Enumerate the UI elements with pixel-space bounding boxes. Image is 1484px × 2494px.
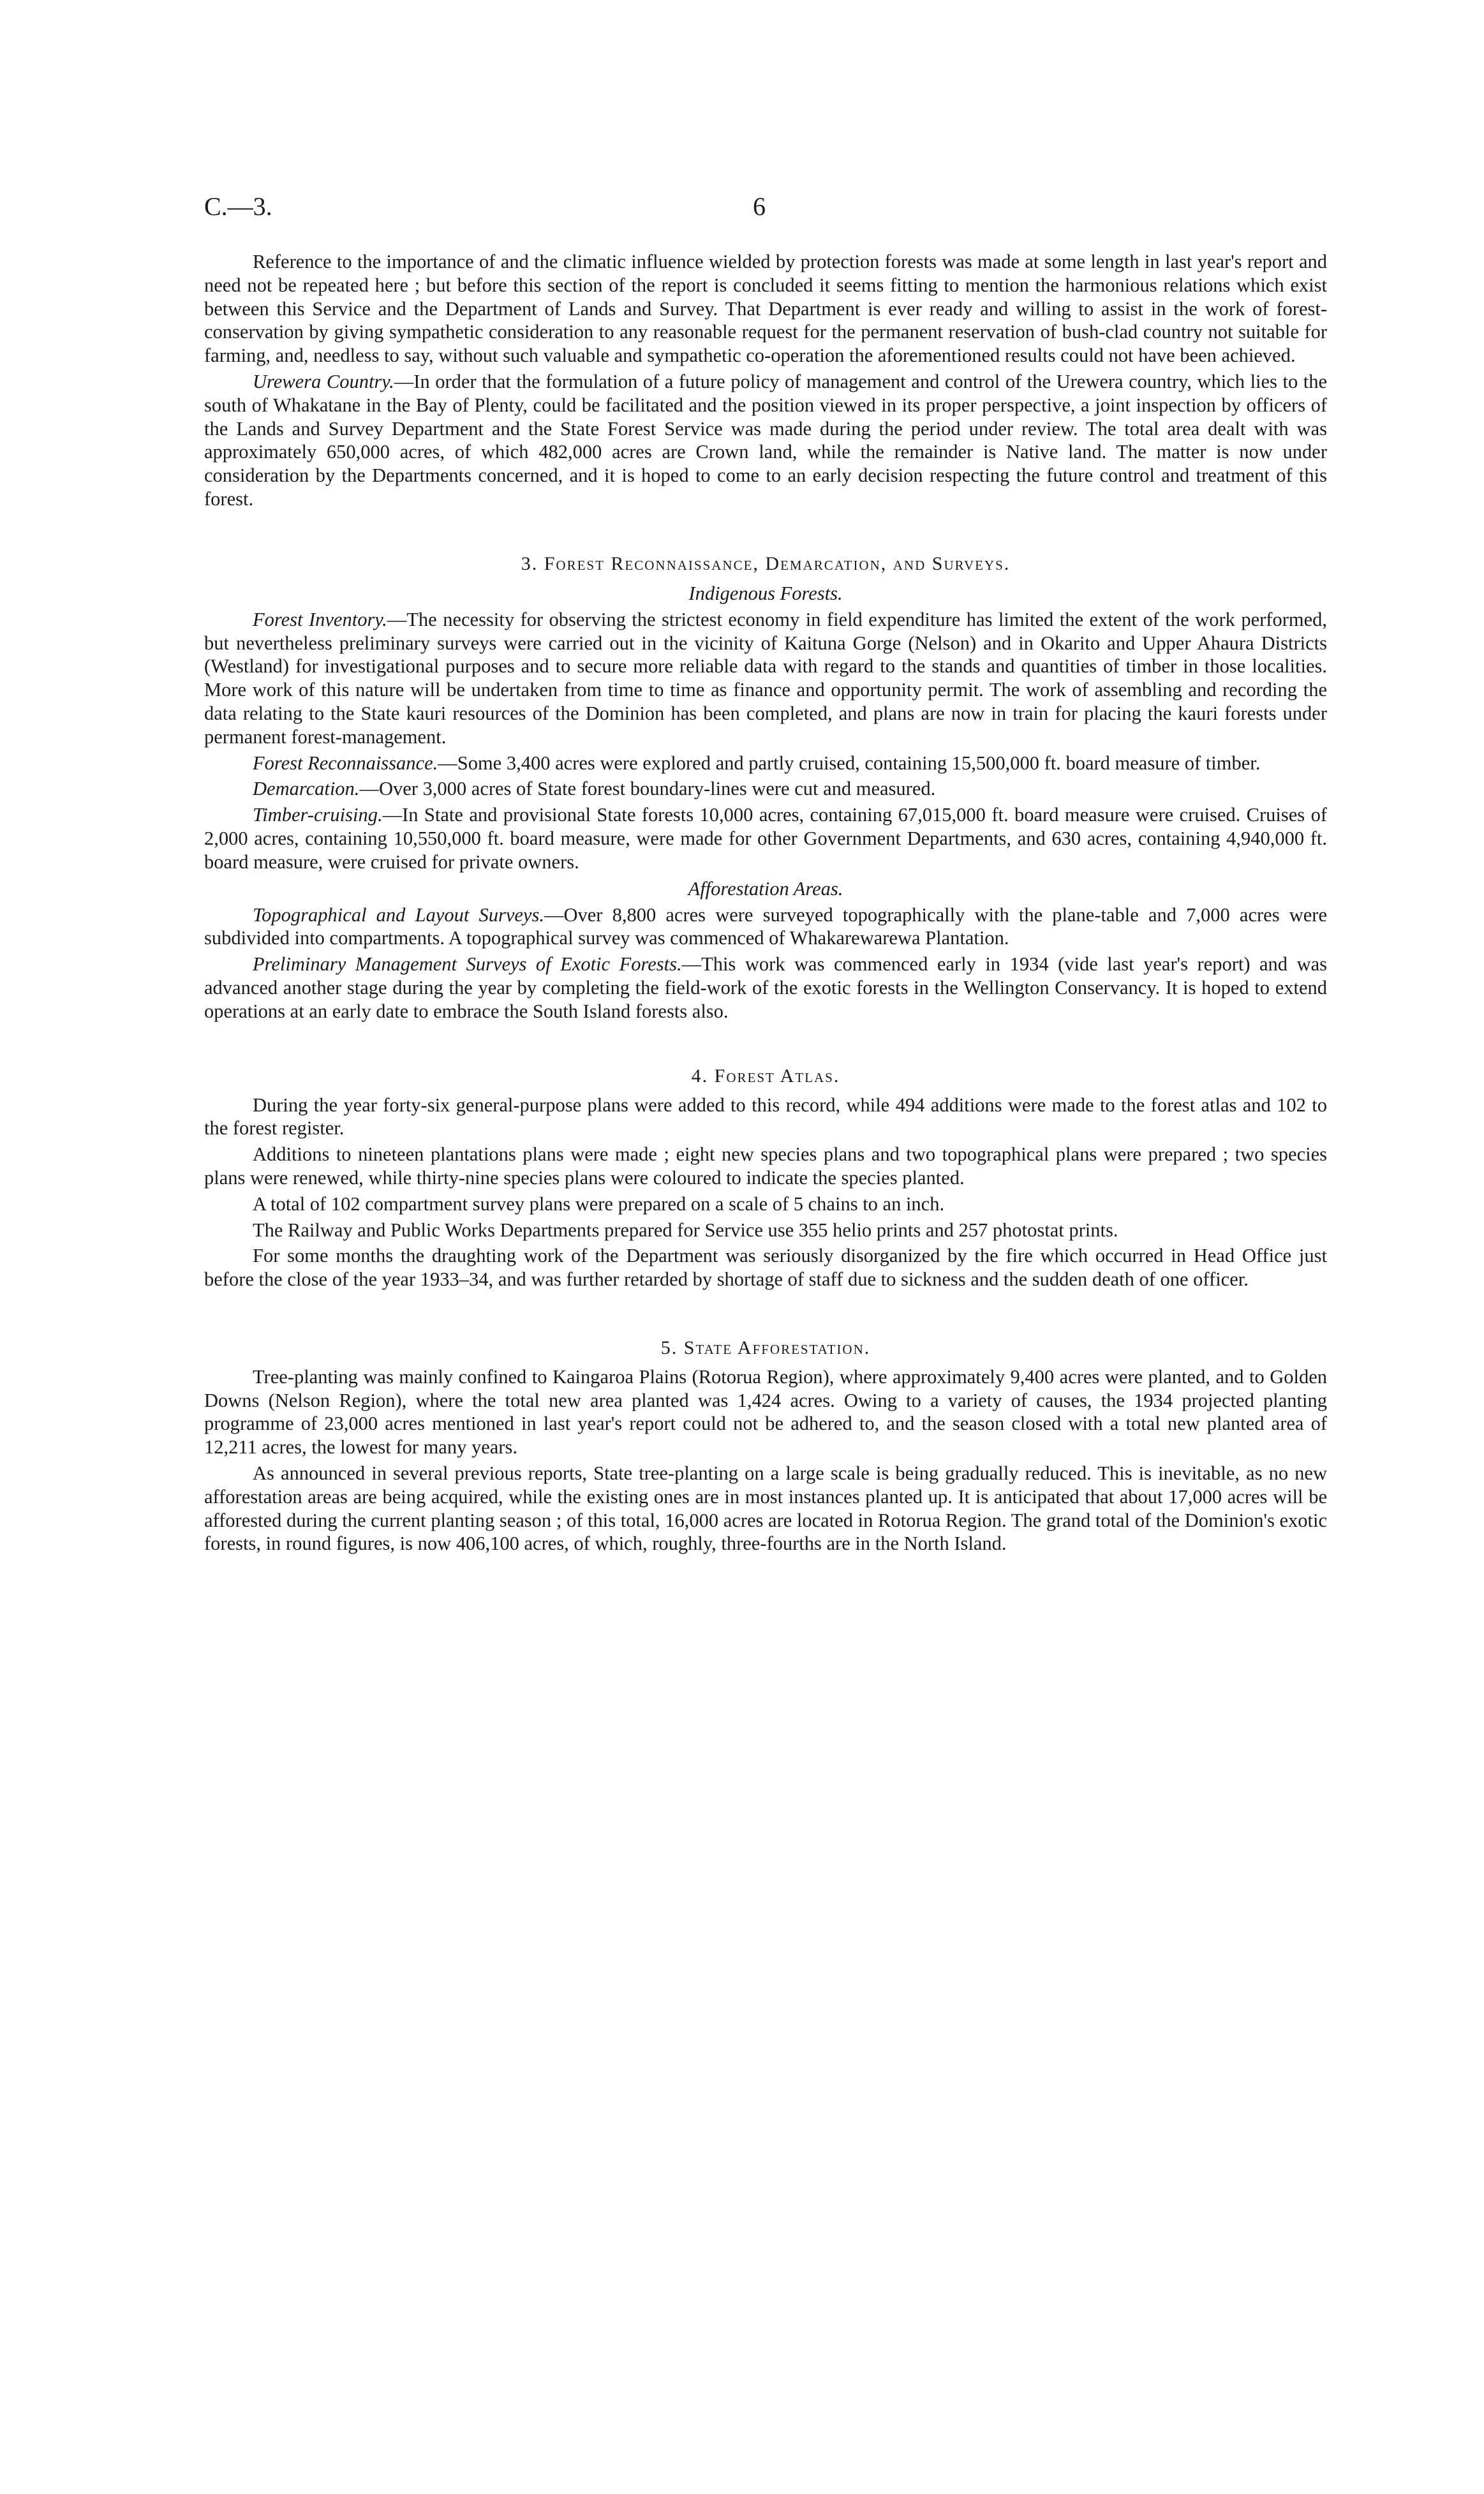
subheading-indigenous-forests: Indigenous Forests. — [688, 582, 843, 604]
paragraph-lead: Forest Reconnaissance. — [253, 752, 438, 774]
document-reference: C.—3. — [204, 192, 272, 221]
paragraph-text: —Some 3,400 acres were explored and partly cruised, containing 15,500,000 ft. board measure of timber. — [438, 752, 1261, 774]
intro-section — [204, 250, 1327, 511]
page-number: 6 — [753, 192, 766, 221]
paragraph-management-surveys — [204, 953, 1327, 1023]
subheading-afforestation-areas: Afforestation Areas. — [688, 877, 843, 900]
paragraph-text: —The necessity for observing the strictest economy in field expenditure has limited the extent of the work performed, but nevertheless preliminary surveys were carried out in the vicinity of Kaituna Gorge (Nelson) and in Okarito and Upper Ahaura Districts (Westland) for investigational purposes and to secure more reliable data with regard to the stands and quantities of timber in those localities. More work of this nature will be undertaken from time to time as finance and opportunity permit. The work of assembling and recording the data relating to the State kauri resources of the Dominion has been completed, and plans are now in train for placing the kauri forests under permanent forest-management. — [204, 608, 1327, 748]
section-heading: 5. State Afforestation. — [660, 1337, 871, 1358]
paragraph-text: —This work was commenced early in 1934 (vide last year's report) and was advanced another stage during the year by completing the field-work of the exotic forests in the Wellington Conservancy. It is hoped to extend operations at an early date to embrace the South Island forests also. — [204, 953, 1328, 1022]
paragraph-atlas-compartments: A total of 102 compartment survey plans were prepared on a scale of 5 chains to an inch. — [253, 1192, 945, 1215]
section-heading: 4. Forest Atlas. — [691, 1065, 840, 1087]
paragraph-text: —Over 3,000 acres of State forest boundary-lines were cut and measured. — [359, 778, 936, 800]
paragraph-timber-cruising — [204, 803, 1327, 873]
section-forest-atlas — [204, 1064, 1327, 1291]
paragraph-atlas-plans: During the year forty-six general-purpose plans were added to this record, while 494 additions were made to the forest atlas and 102 to the forest register. — [204, 1094, 1327, 1139]
document-page — [204, 191, 1327, 1558]
running-head — [204, 191, 1327, 230]
paragraph-atlas-prints: The Railway and Public Works Departments prepared for Service use 355 helio prints and 257 photostat prints. — [253, 1219, 1118, 1241]
paragraph-forest-reconnaissance — [204, 752, 1327, 775]
paragraph-atlas-fire: For some months the draughting work of the Department was seriously disorganized by the fire which occurred in Head Office just before the close of the year 1933–34, and was further retarded by shortage of staff due to sickness and the sudden death of one officer. — [204, 1245, 1327, 1291]
section-state-afforestation — [204, 1336, 1327, 1555]
paragraph-lead: Topographical and Layout Surveys. — [253, 903, 544, 926]
paragraph-urewera-country — [204, 370, 1327, 511]
section-forest-reconnaissance — [204, 552, 1327, 1023]
paragraph-lead: Timber-cruising. — [253, 804, 383, 826]
paragraph-lead: Urewera Country. — [253, 370, 394, 392]
paragraph-topographical-surveys — [204, 903, 1327, 951]
paragraph-planting-reduced: As announced in several previous reports, State tree-planting on a large scale is being gradually reduced. This is inevitable, as no new afforestation areas are being acquired, while the existing ones are in most instances planted up. It is anticipated that about 17,000 acres will be afforested during the current planting season ; of this total, 16,000 acres are located in Rotorua Region. The grand total of the Dominion's exotic forests, in round figures, is now 406,100 acres, of which, roughly, three-fourths are in the North Island. — [204, 1462, 1327, 1555]
paragraph-text: —In State and provisional State forests 10,000 acres, containing 67,015,000 ft. board measure were cruised. Cruises of 2,000 acres, containing 10,550,000 ft. board measure, were made for other Government Departments, and 630 acres, containing 4,940,000 ft. board measure, were cruised for private owners. — [204, 804, 1327, 873]
paragraph-tree-planting: Tree-planting was mainly confined to Kaingaroa Plains (Rotorua Region), where approximately 9,400 acres were planted, and to Golden Downs (Nelson Region), where the total new area planted was 1,424 acres. Owing to a variety of causes, the 1934 projected planting programme of 23,000 acres mentioned in last year's report could not be adhered to, and the season closed with a total new planted area of 12,211 acres, the lowest for many years. — [204, 1365, 1327, 1459]
paragraph-protection-forests — [204, 250, 1327, 367]
paragraph-atlas-additions: Additions to nineteen plantations plans were made ; eight new species plans and two topographical plans were prepared ; two species plans were renewed, while thirty-nine species plans were coloured to indicate the species planted. — [204, 1143, 1327, 1189]
paragraph-lead: Preliminary Management Surveys of Exotic Forests. — [253, 953, 682, 976]
paragraph-lead: Demarcation. — [253, 778, 360, 800]
paragraph-forest-inventory — [204, 608, 1327, 749]
paragraph-text: Reference to the importance of and the climatic influence wielded by protection forests was made at some length in last year's report and need not be repeated here ; but before this section of the report is concluded it seems fitting to mention the harmonious relations which exist between this Service and the Department of Lands and Survey. That Department is ever ready and willing to assist in the work of forest-conservation by giving sympathetic consideration to any reasonable request for the permanent reservation of bush-clad country not suitable for farming, and, needless to say, without such valuable and sympathetic co-operation the aforementioned results could not have been achieved. — [204, 251, 1327, 367]
section-heading: 3. Forest Reconnaissance, Demarcation, and Surveys. — [521, 553, 1011, 574]
paragraph-lead: Forest Inventory. — [253, 608, 387, 630]
paragraph-text: —In order that the formulation of a future policy of management and control of the Urewera country, which lies to the south of Whakatane in the Bay of Plenty, could be facilitated and the position viewed in its proper perspective, a joint inspection by officers of the Lands and Survey Department and the State Forest Service was made during the period under review. The total area dealt with was approximately 650,000 acres, of which 482,000 acres are Crown land, while the remainder is Native land. The matter is now under consideration by the Departments concerned, and it is hoped to come to an early decision respecting the future control and treatment of this forest. — [204, 370, 1328, 510]
paragraph-demarcation — [204, 777, 1327, 801]
paragraph-text: —Over 8,800 acres were surveyed topographically with the plane-table and 7,000 acres were subdivided into compartments. A topographical survey was commenced of Whakarewarewa Plantation. — [204, 903, 1327, 949]
